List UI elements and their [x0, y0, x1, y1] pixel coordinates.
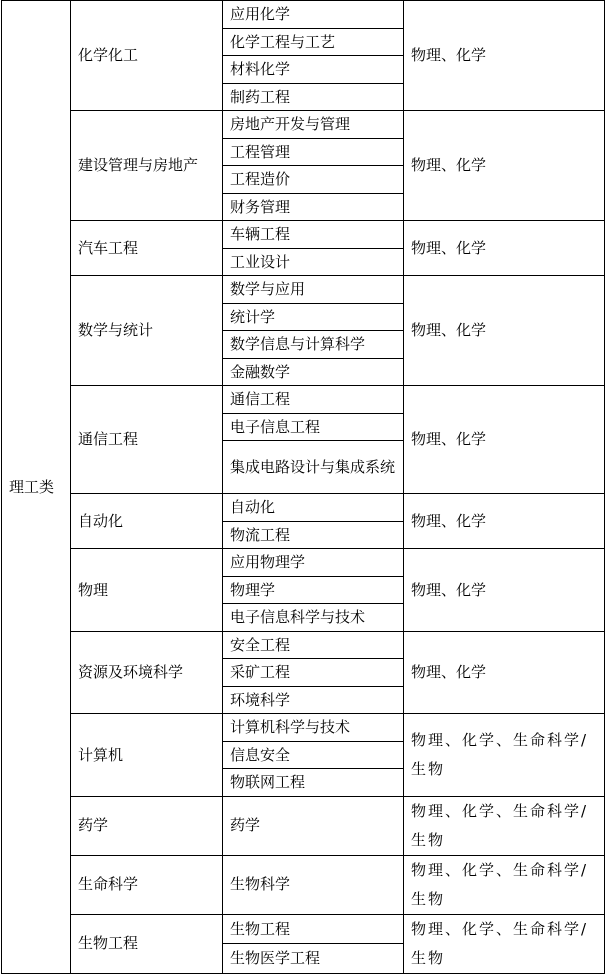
table-row [2, 386, 605, 414]
major-cell: 应用物理学 [223, 549, 404, 577]
major-cell: 集成电路设计与集成系统 [223, 441, 404, 494]
table-row [2, 631, 605, 659]
table-row [2, 111, 605, 139]
major-cell: 金融数学 [223, 358, 404, 386]
table-row [2, 855, 605, 914]
subjects-cell: 物理、化学 [404, 494, 605, 549]
major-cell: 物流工程 [223, 521, 404, 549]
major-cell: 材料化学 [223, 56, 404, 84]
subjects-cell: 物理、化学 [404, 221, 605, 276]
subjects-cell: 物理、化学 [404, 276, 605, 386]
group-name-cell: 汽车工程 [71, 221, 223, 276]
major-cell: 生物医学工程 [223, 944, 404, 974]
major-cell: 安全工程 [223, 631, 404, 659]
table-row [2, 796, 605, 855]
group-name-cell: 自动化 [71, 494, 223, 549]
table-row [2, 549, 605, 577]
major-cell: 工业设计 [223, 248, 404, 276]
subjects-cell: 物理、化学 [404, 111, 605, 221]
group-name-cell: 药学 [71, 796, 223, 855]
group-name-cell: 数学与统计 [71, 276, 223, 386]
major-cell: 工程造价 [223, 166, 404, 194]
table-body [2, 1, 605, 974]
major-cell: 环境科学 [223, 686, 404, 714]
major-cell: 数学与应用 [223, 276, 404, 304]
major-cell: 化学工程与工艺 [223, 28, 404, 56]
subjects-cell: 物理、化学 [404, 1, 605, 111]
subjects-cell: 物理、化学、生命科学/生物 [404, 855, 605, 914]
major-cell: 物联网工程 [223, 769, 404, 797]
major-cell: 财务管理 [223, 193, 404, 221]
group-name-cell: 生命科学 [71, 855, 223, 914]
subjects-cell: 物理、化学 [404, 549, 605, 632]
table-row [2, 494, 605, 522]
table-row [2, 276, 605, 304]
subject-requirements-table [1, 0, 605, 974]
major-cell: 应用化学 [223, 1, 404, 29]
group-name-cell: 化学化工 [71, 1, 223, 111]
subjects-cell: 物理、化学、生命科学/生物 [404, 796, 605, 855]
subjects-cell: 物理、化学、生命科学/生物 [404, 714, 605, 797]
group-name-cell: 物理 [71, 549, 223, 632]
major-cell: 通信工程 [223, 386, 404, 414]
major-cell: 药学 [223, 796, 404, 855]
major-cell: 生物工程 [223, 914, 404, 944]
major-cell: 采矿工程 [223, 659, 404, 687]
group-name-cell: 生物工程 [71, 914, 223, 973]
category-cell: 理工类 [2, 1, 71, 974]
subjects-cell: 物理、化学 [404, 386, 605, 494]
table-row [2, 914, 605, 944]
major-cell: 车辆工程 [223, 221, 404, 249]
major-cell: 自动化 [223, 494, 404, 522]
subjects-cell: 物理、化学、生命科学/生物 [404, 914, 605, 973]
group-name-cell: 计算机 [71, 714, 223, 797]
major-cell: 计算机科学与技术 [223, 714, 404, 742]
major-cell: 物理学 [223, 576, 404, 604]
group-name-cell: 通信工程 [71, 386, 223, 494]
major-cell: 工程管理 [223, 138, 404, 166]
major-cell: 生物科学 [223, 855, 404, 914]
major-cell: 信息安全 [223, 741, 404, 769]
major-cell: 制药工程 [223, 83, 404, 111]
group-name-cell: 资源及环境科学 [71, 631, 223, 714]
group-name-cell: 建设管理与房地产 [71, 111, 223, 221]
major-cell: 房地产开发与管理 [223, 111, 404, 139]
table-row [2, 1, 605, 29]
table-row [2, 714, 605, 742]
major-cell: 电子信息工程 [223, 413, 404, 441]
subjects-cell: 物理、化学 [404, 631, 605, 714]
major-cell: 电子信息科学与技术 [223, 604, 404, 632]
major-cell: 数学信息与计算科学 [223, 331, 404, 359]
major-cell: 统计学 [223, 303, 404, 331]
table-row [2, 221, 605, 249]
